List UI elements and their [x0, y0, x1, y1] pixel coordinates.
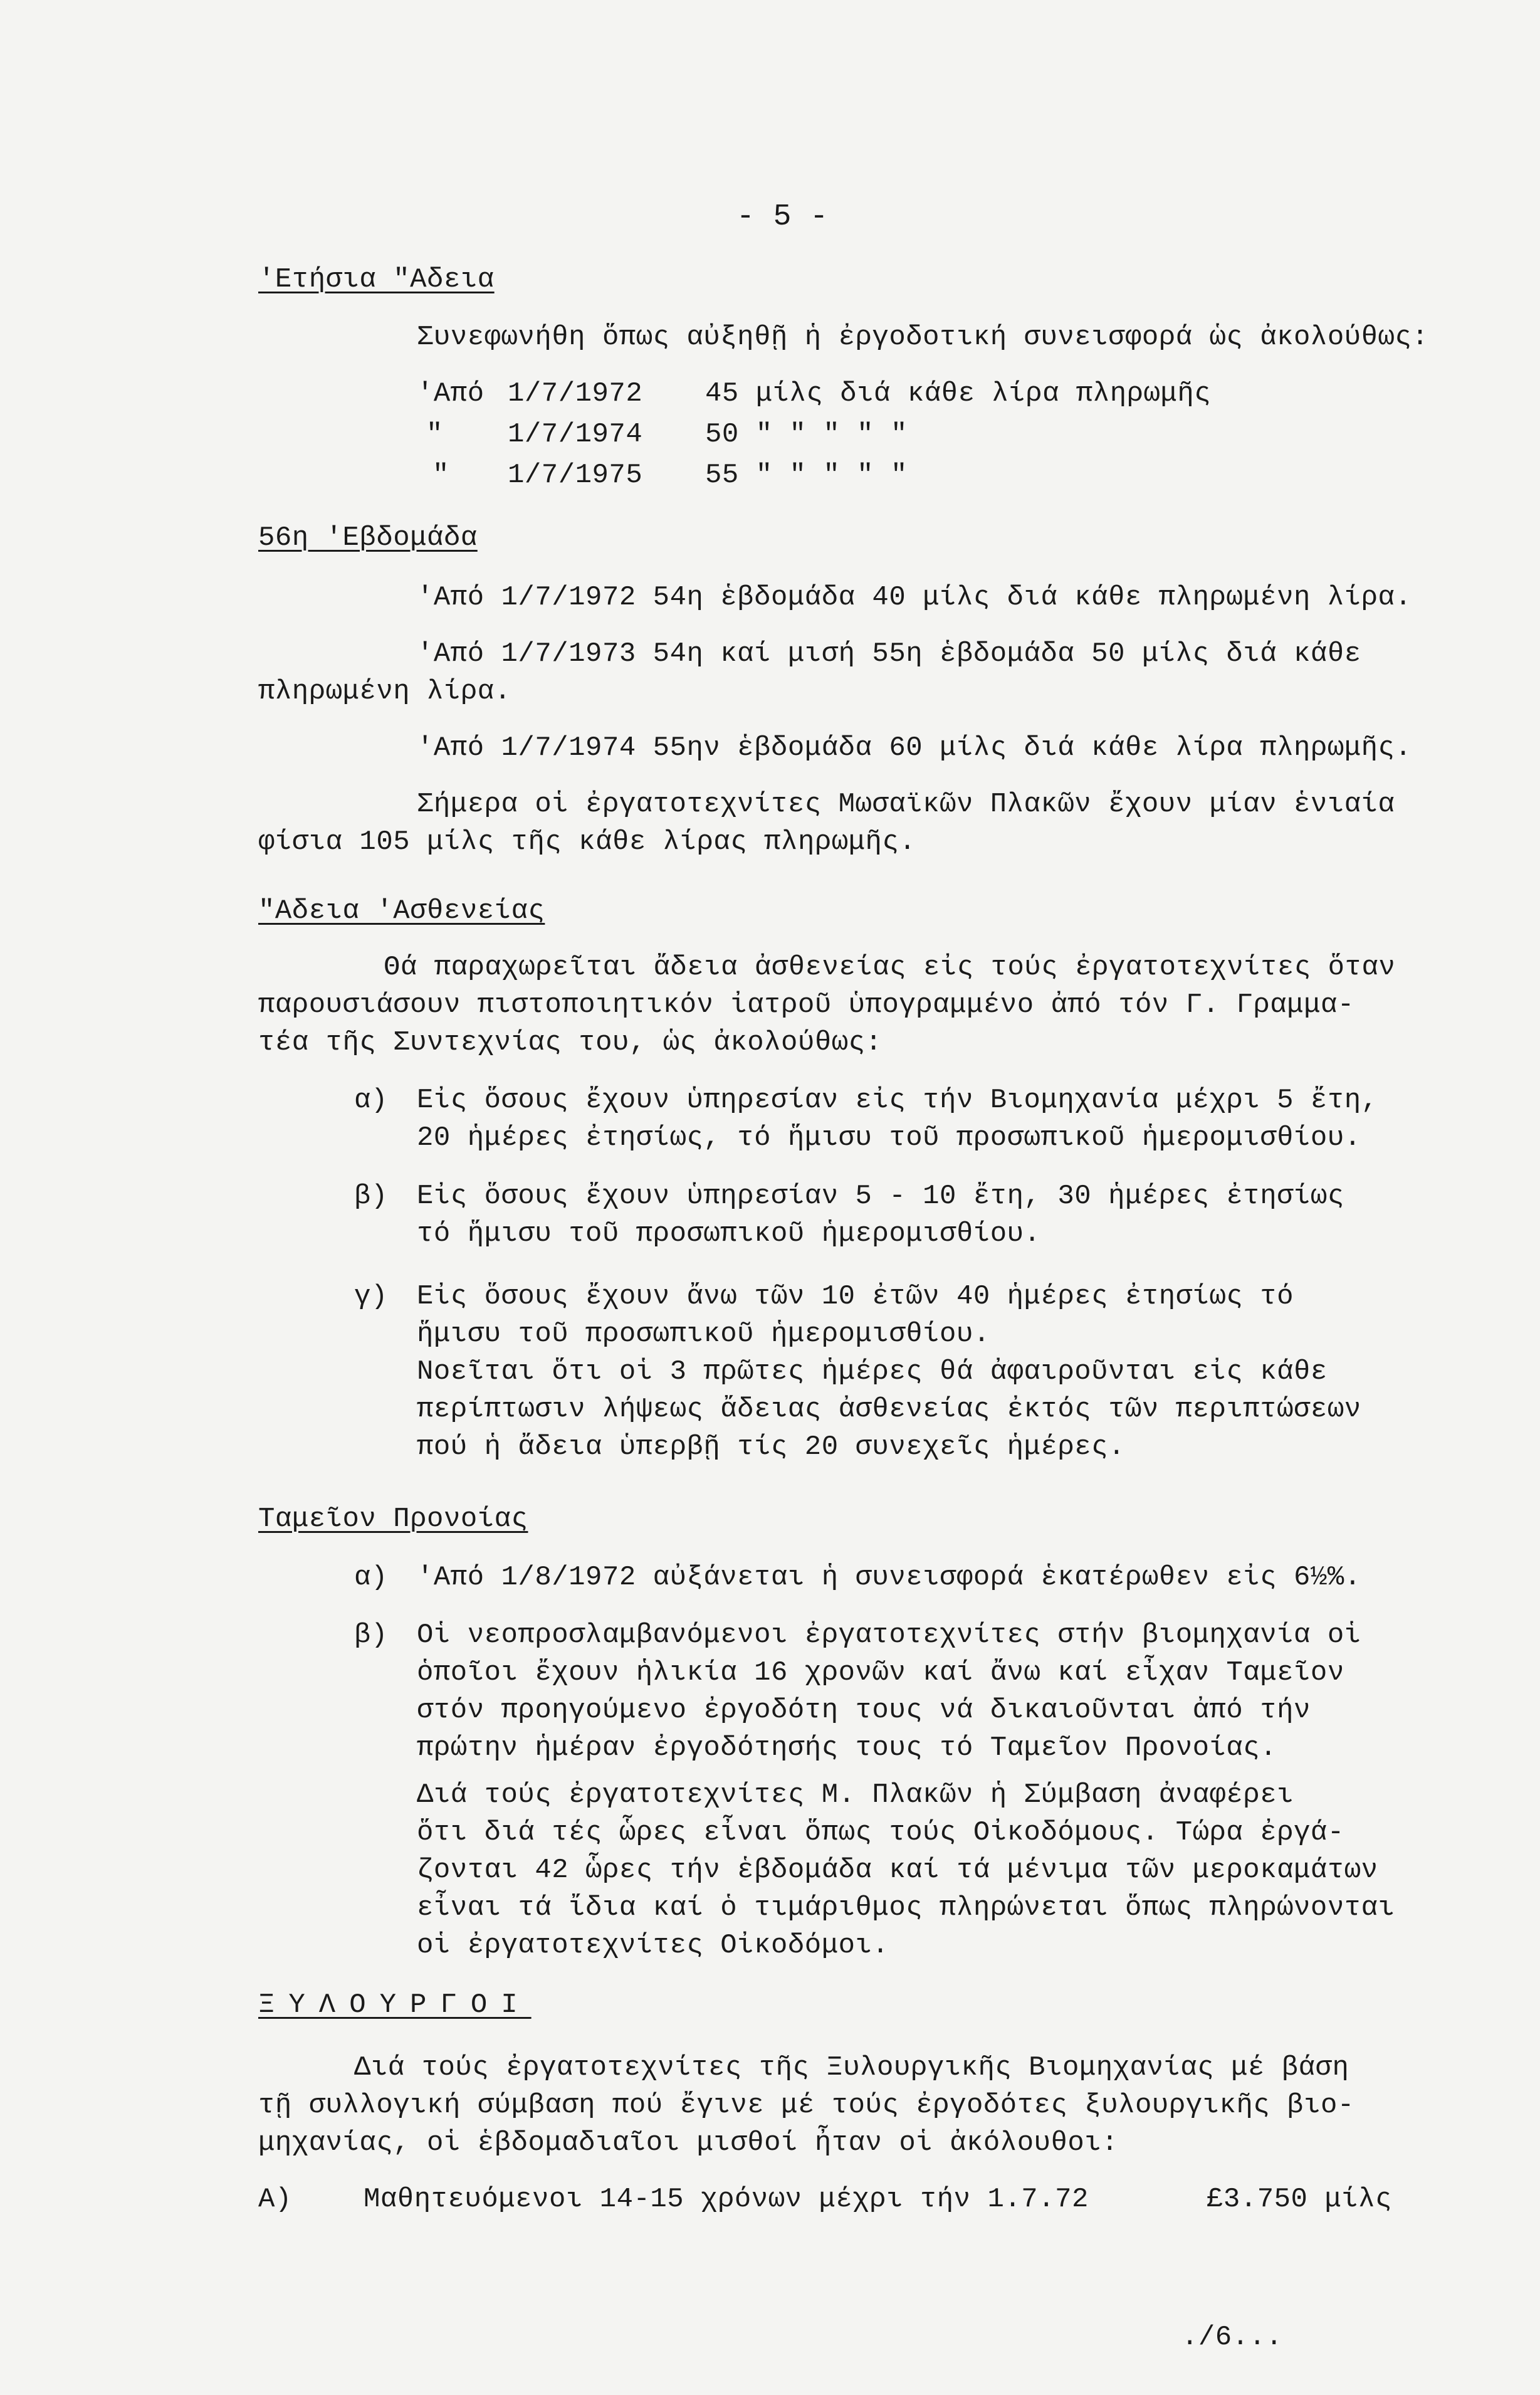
- wage-amount: £3.750 μίλς: [1207, 2184, 1392, 2215]
- week56-paragraph: 'Από 1/7/1972 54η ἑβδομάδα 40 μίλς διά κάθε πληρωμένη λίρα.: [417, 582, 1412, 613]
- week56-paragraph: Σήμερα οἱ ἐργατοτεχνίτες Μωσαϊκῶν Πλακῶν ἔχουν μίαν ἑνιαία: [417, 789, 1395, 820]
- list-label: α): [354, 1562, 388, 1593]
- week56-paragraph: πληρωμένη λίρα.: [258, 676, 511, 707]
- continuation-marker: ./6...: [1181, 2322, 1283, 2353]
- list-item-text: ἥμισυ τοῦ προσωπικοῦ ἡμερομισθίου.: [417, 1319, 990, 1350]
- rate-row-date: 1/7/1972: [508, 378, 643, 409]
- list-item-text: εἶναι τά ἴδια καί ὁ τιμάριθμος πληρώνεται ὅπως πληρώνονται: [417, 1892, 1395, 1924]
- list-item-text: 20 ἡμέρες ἐτησίως, τό ἥμισυ τοῦ προσωπικοῦ ἡμερομισθίου.: [417, 1122, 1361, 1154]
- list-item-text: Μαθητευόμενοι 14-15 χρόνων μέχρι τήν 1.7.72: [364, 2184, 1089, 2215]
- woodworkers-paragraph: Διά τούς ἐργατοτεχνίτες τῆς Ξυλουργικῆς Βιομηχανίας μέ βάση: [354, 2052, 1349, 2083]
- list-item-text: οἱ ἐργατοτεχνίτες Οἰκοδόμοι.: [417, 1930, 889, 1961]
- annual-leave-intro: Συνεφωνήθη ὅπως αὐξηθῇ ἡ ἐργοδοτική συνεισφορά ὡς ἀκολούθως:: [417, 322, 1429, 353]
- sick-leave-intro: Θά παραχωρεῖται ἄδεια ἀσθενείας εἰς τούς ἐργατοτεχνίτες ὅταν: [384, 952, 1396, 983]
- list-item-text: ζονται 42 ὧρες τήν ἑβδομάδα καί τά μένιμα τῶν μεροκαμάτων: [417, 1855, 1378, 1886]
- section-heading-woodworkers: ΞΥΛΟΥΡΓΟΙ: [258, 1989, 532, 2021]
- list-item-text: ὅτι διά τές ὧρες εἶναι ὅπως τούς Οἰκοδόμους. Τώρα ἐργά-: [417, 1817, 1344, 1848]
- list-item-text: Οἱ νεοπροσλαμβανόμενοι ἐργατοτεχνίτες στήν βιομηχανία οἱ: [417, 1619, 1361, 1651]
- section-heading-provident-fund: Ταμεῖον Προνοίας: [258, 1503, 528, 1535]
- list-item-text: στόν προηγούμενο ἐργοδότη τους νά δικαιοῦνται ἀπό τήν: [417, 1695, 1311, 1726]
- rate-row-value: 50 " " " " ": [705, 419, 908, 450]
- list-item-text: Διά τούς ἐργατοτεχνίτες Μ. Πλακῶν ἡ Σύμβαση ἀναφέρει: [417, 1779, 1294, 1811]
- list-item-text: Εἰς ὅσους ἔχουν ἄνω τῶν 10 ἐτῶν 40 ἡμέρες ἐτησίως τό: [417, 1281, 1294, 1312]
- sick-leave-intro: τέα τῆς Συντεχνίας του, ὡς ἀκολούθως:: [258, 1027, 883, 1058]
- list-item-text: πρώτην ἡμέραν ἐργοδότησής τους τό Ταμεῖον Προνοίας.: [417, 1732, 1277, 1764]
- rate-row-prefix: ": [426, 419, 443, 450]
- rate-row-date: 1/7/1974: [508, 419, 643, 450]
- list-label: α): [354, 1085, 388, 1116]
- woodworkers-paragraph: τῇ συλλογική σύμβαση πού ἔγινε μέ τούς ἐργοδότες ξυλουργικῆς βιο-: [258, 2090, 1354, 2121]
- rate-row-prefix: 'Από: [417, 378, 485, 409]
- list-item-text: ὁποῖοι ἔχουν ἡλικία 16 χρονῶν καί ἄνω καί εἶχαν Ταμεῖον: [417, 1657, 1344, 1688]
- rate-row-value: 45 μίλς διά κάθε λίρα πληρωμῆς: [705, 378, 1212, 409]
- list-label: γ): [354, 1281, 388, 1312]
- list-label: β): [354, 1181, 388, 1212]
- week56-paragraph: φίσια 105 μίλς τῆς κάθε λίρας πληρωμῆς.: [258, 826, 916, 858]
- list-item-text: περίπτωσιν λήψεως ἄδειας ἀσθενείας ἐκτός τῶν περιπτώσεων: [417, 1394, 1361, 1425]
- week56-paragraph: 'Από 1/7/1973 54η καί μισή 55η ἑβδομάδα 50 μίλς διά κάθε: [417, 638, 1361, 670]
- list-item-text: τό ἥμισυ τοῦ προσωπικοῦ ἡμερομισθίου.: [417, 1218, 1041, 1250]
- list-item-text: πού ἡ ἄδεια ὑπερβῇ τίς 20 συνεχεῖς ἡμέρες.: [417, 1431, 1125, 1463]
- list-label: β): [354, 1619, 388, 1651]
- section-heading-annual-leave: 'Ετήσια "Αδεια: [258, 264, 495, 295]
- week56-paragraph: 'Από 1/7/1974 55ην ἑβδομάδα 60 μίλς διά κάθε λίρα πληρωμῆς.: [417, 732, 1412, 764]
- rate-row-value: 55 " " " " ": [705, 460, 908, 491]
- list-item-text: 'Από 1/8/1972 αὐξάνεται ἡ συνεισφορά ἑκατέρωθεν εἰς 6½%.: [417, 1562, 1361, 1593]
- page-number: - 5 -: [736, 200, 829, 234]
- rate-row-date: 1/7/1975: [508, 460, 643, 491]
- rate-row-prefix: ": [432, 460, 449, 491]
- list-item-text: Εἰς ὅσους ἔχουν ὑπηρεσίαν εἰς τήν Βιομηχανία μέχρι 5 ἔτη,: [417, 1085, 1378, 1116]
- section-heading-sick-leave: "Αδεια 'Ασθενείας: [258, 895, 545, 927]
- list-label: Α): [258, 2184, 292, 2215]
- sick-leave-intro: παρουσιάσουν πιστοποιητικόν ἰατροῦ ὑπογραμμένο ἀπό τόν Γ. Γραμμα-: [258, 989, 1354, 1021]
- woodworkers-paragraph: μηχανίας, οἱ ἑβδομαδιαῖοι μισθοί ἦταν οἱ ἀκόλουθοι:: [258, 2127, 1119, 2159]
- section-heading-56th-week: 56η 'Εβδομάδα: [258, 522, 478, 554]
- list-item-text: Εἰς ὅσους ἔχουν ὑπηρεσίαν 5 - 10 ἔτη, 30 ἡμέρες ἐτησίως: [417, 1181, 1344, 1212]
- list-item-text: Νοεῖται ὅτι οἱ 3 πρῶτες ἡμέρες θά ἀφαιροῦνται εἰς κάθε: [417, 1356, 1328, 1387]
